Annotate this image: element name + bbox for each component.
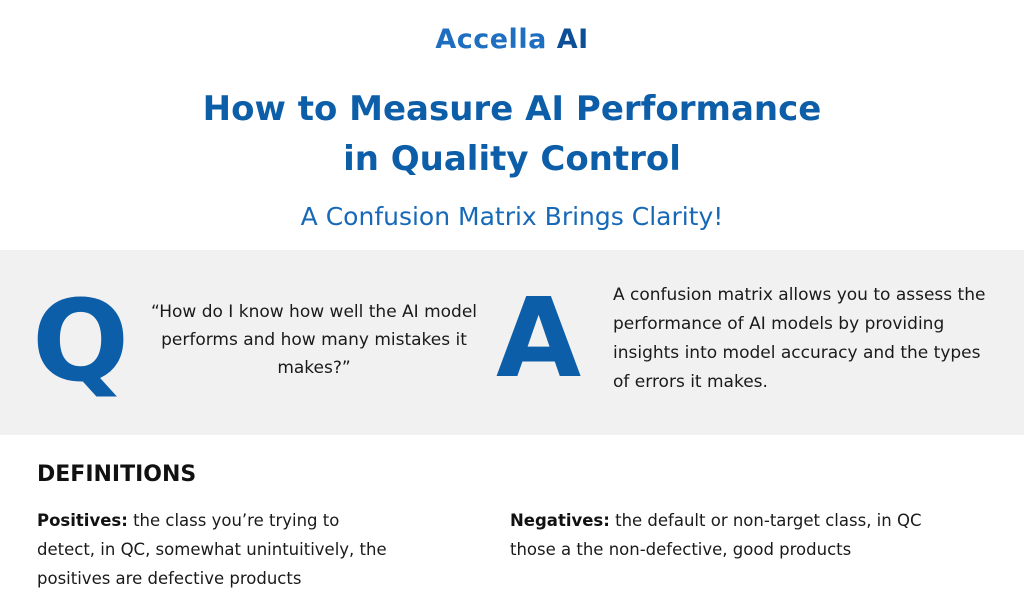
page-subtitle: A Confusion Matrix Brings Clarity! — [300, 202, 724, 231]
answer-text: A confusion matrix allows you to assess the performance of AI models by providing insights into model accuracy and the types of errors it makes. — [613, 285, 986, 392]
question-text: “How do I know how well the AI model performs and how many mistakes it makes?” — [150, 302, 478, 378]
title-line-1: How to Measure AI Performance — [202, 89, 822, 129]
question-letter: Q — [32, 277, 130, 407]
negatives-term: Negatives: — [510, 511, 610, 530]
answer-letter: A — [496, 274, 582, 402]
positives-term: Positives: — [37, 511, 128, 530]
positives-definition — [37, 506, 397, 593]
logo-brand-text: Accella — [435, 24, 547, 55]
positives-text: the class you’re trying to detect, in QC, somewhat unintuitively, the positives are defective products — [37, 511, 387, 588]
logo-ai-text: AI — [556, 24, 589, 55]
negatives-text: the default or non-target class, in QC those a the non-defective, good products — [510, 511, 922, 559]
definitions-heading: DEFINITIONS — [37, 462, 197, 487]
page-title — [0, 84, 1024, 184]
accella-ai-logo — [0, 22, 1024, 58]
negatives-definition — [510, 506, 930, 564]
title-line-2: in Quality Control — [343, 139, 681, 179]
